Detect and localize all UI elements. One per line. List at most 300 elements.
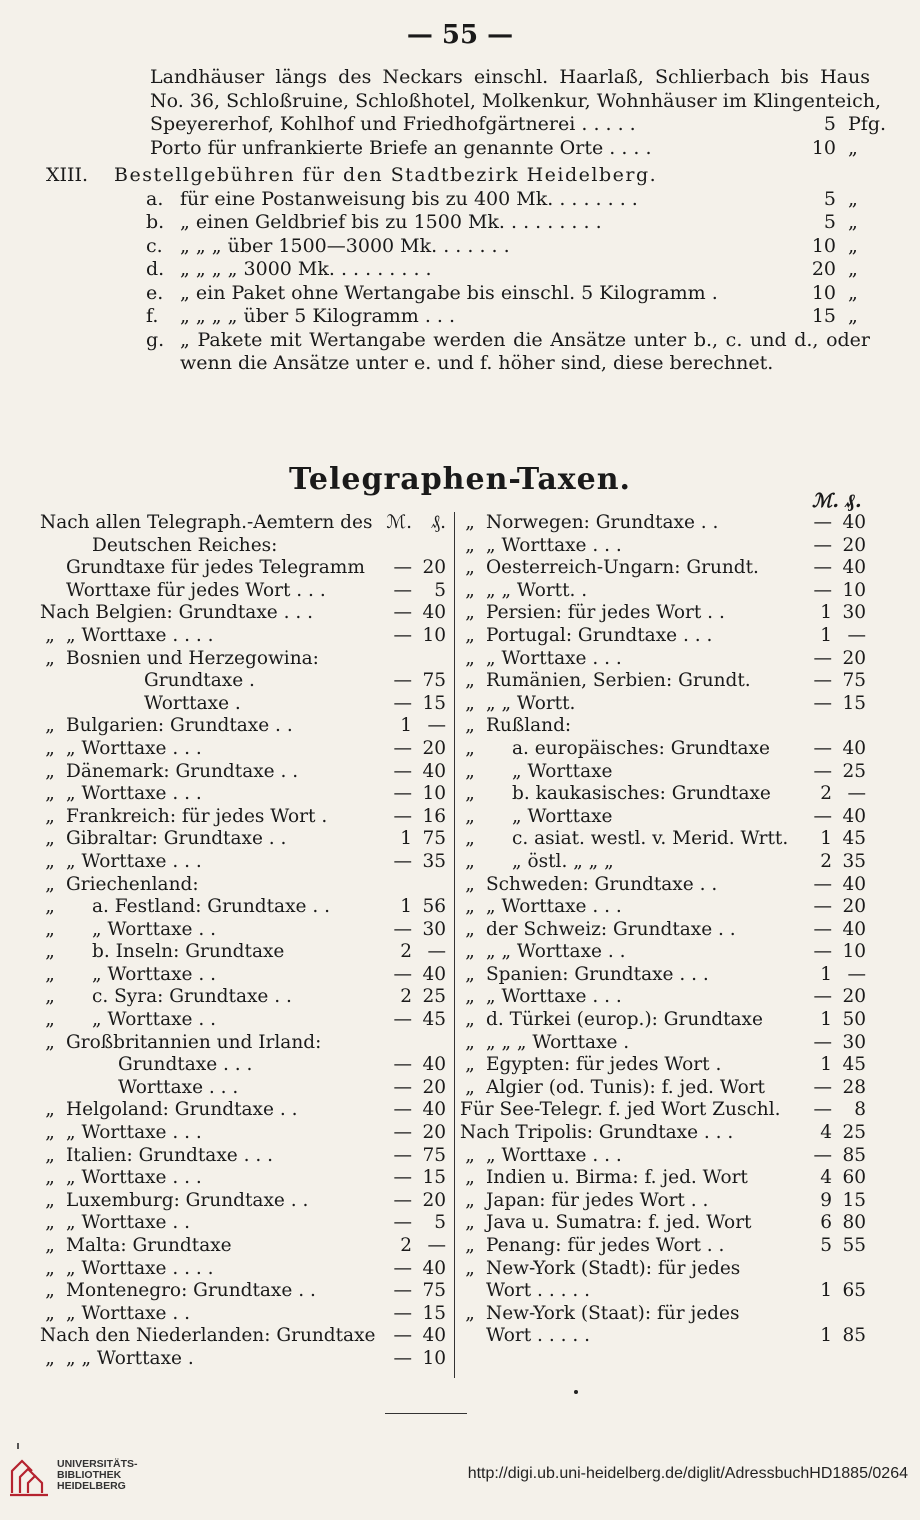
source-url[interactable]: http://digi.ub.uni-heidelberg.de/diglit/AdressbuchHD1885/0264 [467, 1465, 908, 1482]
tariff-row [460, 851, 870, 874]
tariff-row [460, 1235, 870, 1258]
tariff-text: „ Worttaxe [512, 760, 613, 782]
tariff-mark: — [813, 512, 832, 533]
tariff-text: b. kaukasisches: Grundtaxe [512, 783, 771, 805]
tariff-mark: — [393, 670, 412, 692]
tariff-pfennig: 45 [842, 1054, 866, 1076]
tariff-pfennig: 30 [842, 602, 866, 624]
tariff-row [40, 851, 450, 874]
tariff-text: Montenegro: Grundtaxe . . [66, 1280, 316, 1302]
tariff-mark: 1 [820, 624, 832, 646]
tariff-row [460, 738, 870, 761]
tariff-pfennig: 10 [842, 579, 866, 601]
tariff-mark: 1 [820, 1280, 832, 1302]
ditto-mark: „ [465, 1167, 475, 1189]
tariff-row [460, 1190, 870, 1213]
ditto-mark: „ [465, 1302, 475, 1324]
tariff-row [40, 783, 450, 806]
ditto-mark: „ [45, 760, 55, 782]
fee-item-key: c. [146, 234, 163, 257]
tariff-row [460, 670, 870, 693]
tariff-text: Nach allen Telegraph.-Aemtern des [40, 512, 373, 533]
tariff-row [460, 1258, 870, 1281]
tariff-mark: — [813, 692, 832, 714]
tariff-text: Bulgarien: Grundtaxe . . [66, 715, 293, 737]
tariff-row [460, 1325, 870, 1348]
tariff-pfennig: 25 [422, 986, 446, 1008]
tariff-pfennig: — [847, 624, 866, 646]
tariff-text: Wort . . . . . [486, 1325, 590, 1347]
tariff-mark: — [813, 737, 832, 759]
tariff-row [40, 602, 450, 625]
tariff-mark: — [813, 1031, 832, 1053]
tariff-text: „ Worttaxe . . . . [66, 624, 214, 646]
tariff-text: Spanien: Grundtaxe . . . [486, 963, 709, 985]
tariff-text: Malta: Grundtaxe [66, 1235, 232, 1256]
postal-line-text: Landhäuser längs des Neckars einschl. Haarlaß, Schlierbach bis Haus [150, 66, 870, 88]
ditto-mark: „ [45, 783, 55, 805]
tariff-row [40, 896, 450, 919]
ditto-mark: „ [45, 941, 55, 963]
ditto-mark: „ [45, 828, 55, 850]
ditto-mark: „ [465, 1076, 475, 1098]
fee-item-key: e. [146, 281, 164, 304]
tariff-text: Frankreich: für jedes Wort . [66, 805, 328, 827]
tariff-text: Rumänien, Serbien: Grundt. [486, 670, 751, 692]
tariff-text: Nach Tripolis: Grundtaxe . . . [460, 1122, 734, 1144]
ditto-mark: „ [45, 624, 55, 646]
ditto-mark: „ [45, 986, 55, 1008]
tariff-pfennig: 60 [842, 1167, 866, 1189]
tariff-pfennig: — [847, 783, 866, 805]
postal-line [40, 113, 887, 137]
tariff-mark: — [393, 1189, 412, 1211]
tariff-text: Nach den Niederlanden: Grundtaxe [40, 1325, 376, 1347]
end-rule [385, 1413, 467, 1414]
tariff-mark: — [393, 557, 412, 579]
fee-item-price: 5 [823, 187, 836, 210]
tariff-pfennig: 55 [842, 1235, 866, 1256]
tariff-pfennig: 30 [422, 918, 446, 940]
tariff-text: Persien: für jedes Wort . . [486, 602, 725, 624]
tariff-text: „ Worttaxe [512, 805, 613, 827]
tariff-mark: 4 [820, 1122, 832, 1144]
ditto-mark: „ [465, 850, 475, 872]
tariff-text: Gibraltar: Grundtaxe . . [66, 828, 287, 850]
tariff-row [40, 693, 450, 716]
tariff-row [40, 512, 450, 535]
tariff-row [40, 1348, 450, 1371]
tariff-text: „ Worttaxe . . . [486, 1144, 622, 1166]
tariff-row [40, 761, 450, 784]
fee-item [40, 329, 870, 353]
ditto-mark: „ [465, 737, 475, 759]
ditto-mark: „ [465, 918, 475, 940]
tariff-text: „ Worttaxe . . [92, 918, 217, 940]
tariff-pfennig: — [847, 963, 866, 985]
ditto-mark: „ [465, 534, 475, 556]
tariff-pfennig: 20 [422, 1189, 446, 1211]
tariff-text: „ Worttaxe . . . [66, 1167, 202, 1189]
tariff-mark: — [813, 579, 832, 601]
tariff-text: Japan: für jedes Wort . . [486, 1189, 709, 1211]
ditto-mark: „ [45, 1280, 55, 1302]
fee-item [40, 282, 870, 306]
ditto-mark: „ [465, 715, 475, 737]
tariff-row [40, 874, 450, 897]
tariff-pfennig: 10 [422, 1347, 446, 1369]
ditto-mark: „ [45, 873, 55, 895]
postal-line [40, 89, 882, 114]
page-number: — 55 — [406, 20, 514, 50]
ditto-mark: „ [465, 805, 475, 827]
tariff-row [460, 964, 870, 987]
tariff-mark: — [393, 1076, 412, 1098]
tariff-pfennig: 45 [422, 1009, 446, 1031]
tariff-pfennig: 80 [842, 1212, 866, 1234]
top-section [40, 66, 887, 376]
tariff-pfennig: 25 [842, 760, 866, 782]
tariff-row [40, 941, 450, 964]
ditto-mark: „ [465, 1189, 475, 1211]
ditto-mark: „ [45, 850, 55, 872]
tariff-row [40, 986, 450, 1009]
tariff-row [40, 919, 450, 942]
tariff-text: „ „ Wortt. . [486, 579, 588, 601]
tariff-text: Rußland: [486, 715, 572, 737]
tariff-text: New-York (Stadt): für jedes [486, 1257, 741, 1279]
tariff-mark: — [393, 1167, 412, 1189]
ditto-mark: „ [45, 1144, 55, 1166]
tariff-pfennig: 5 [434, 1212, 446, 1234]
tariff-text: „ „ Wortt. [486, 692, 576, 714]
fee-item-text: „ „ „ „ 3000 Mk. . . . . . . . . [180, 258, 432, 280]
section-heading: Bestellgebühren für den Stadtbezirk Heidelberg. [114, 164, 658, 186]
ditto-mark: „ [45, 1122, 55, 1144]
postal-line-price: 10 [811, 136, 836, 159]
tariff-pfennig: 50 [842, 1009, 866, 1031]
tariff-row [40, 1145, 450, 1168]
tariff-mark: — [393, 1212, 412, 1234]
tariff-row [40, 557, 450, 580]
tariff-row [460, 806, 870, 829]
tariff-pfennig: 40 [422, 1099, 446, 1121]
tariff-pfennig: — [427, 941, 446, 963]
ditto-mark: „ [465, 1031, 475, 1053]
ditto-mark: „ [45, 1212, 55, 1234]
tariff-mark: — [813, 557, 832, 579]
tariff-mark: 1 [820, 1054, 832, 1076]
tariff-pfennig: 20 [842, 647, 866, 669]
ditto-mark: „ [45, 896, 55, 918]
postal-line-price: 5 [823, 113, 836, 135]
tariff-mark: — [813, 760, 832, 782]
fee-item-unit: „ [848, 258, 858, 280]
tariff-pfennig: 28 [842, 1076, 866, 1098]
tariff-text: „ Worttaxe . . . [486, 647, 622, 669]
tariff-row [460, 693, 870, 716]
tariff-text: „ Worttaxe . . . [486, 896, 622, 918]
fee-item-unit: „ [848, 211, 858, 233]
ditto-mark: „ [465, 760, 475, 782]
tariff-row [460, 828, 870, 851]
ditto-mark: „ [465, 1144, 475, 1166]
tariff-row [460, 648, 870, 671]
tariff-pfennig: ₰. [430, 512, 446, 533]
tariff-mark: 1 [820, 1009, 832, 1031]
ditto-mark: „ [465, 896, 475, 918]
fee-item [40, 211, 870, 235]
tariff-row [460, 580, 870, 603]
tariff-pfennig: 15 [422, 1167, 446, 1189]
tariff-text: New-York (Staat): für jedes [486, 1302, 740, 1324]
tariff-text: „ Worttaxe . . [66, 1212, 191, 1234]
tariff-pfennig: 85 [842, 1325, 866, 1347]
tariff-mark: — [393, 1009, 412, 1031]
tariff-text: a. europäisches: Grundtaxe [512, 737, 770, 759]
tariff-pfennig: 40 [842, 512, 866, 533]
tariff-text: c. Syra: Grundtaxe . . [92, 986, 292, 1008]
tariff-row [460, 986, 870, 1009]
tariff-text: d. Türkei (europ.): Grundtaxe [486, 1009, 763, 1031]
fee-item-unit: „ [848, 281, 858, 304]
postal-line [40, 66, 870, 90]
ditto-mark: „ [45, 647, 55, 669]
tariff-text: Oesterreich-Ungarn: Grundt. [486, 557, 759, 579]
tariff-text: „ Worttaxe . . . [66, 737, 202, 759]
fee-item-key: d. [146, 258, 165, 280]
tariff-mark: — [393, 918, 412, 940]
tariff-pfennig: 20 [842, 986, 866, 1008]
end-dot [574, 1390, 578, 1394]
tariff-text: Luxemburg: Grundtaxe . . [66, 1189, 309, 1211]
tariff-pfennig: 25 [842, 1122, 866, 1144]
ditto-mark: „ [45, 963, 55, 985]
tariff-pfennig: 35 [422, 850, 446, 872]
tariff-mark: — [813, 647, 832, 669]
tariff-mark: — [393, 737, 412, 759]
tariff-text: Deutschen Reiches: [92, 534, 278, 556]
fee-item [40, 235, 870, 259]
fee-item-key: b. [146, 211, 165, 233]
tariff-text: „ Worttaxe . . . . [66, 1257, 214, 1279]
ditto-mark: „ [465, 1257, 475, 1279]
ditto-mark: „ [465, 1235, 475, 1256]
section-xiii-items [40, 188, 870, 353]
tariff-text: Worttaxe . . . [118, 1076, 239, 1098]
tariff-pfennig: 56 [422, 896, 446, 918]
tariff-pfennig: 20 [842, 534, 866, 556]
tariff-row [40, 648, 450, 671]
tariff-row [460, 783, 870, 806]
fee-item [40, 188, 870, 212]
tariff-text: Grundtaxe . . . [118, 1054, 253, 1076]
postal-line-unit: Pfg. [848, 113, 887, 135]
fee-item-unit: „ [848, 234, 858, 257]
tariff-pfennig: 40 [422, 1054, 446, 1076]
ditto-mark: „ [45, 1257, 55, 1279]
tariff-text: „ Worttaxe . . . [66, 1122, 202, 1144]
tariff-row [40, 580, 450, 603]
tariff-pfennig: 5 [434, 579, 446, 601]
tariff-mark: 2 [820, 783, 832, 805]
tariff-pfennig: 15 [842, 1189, 866, 1211]
fee-item-key: a. [146, 187, 164, 210]
tariff-mark: 2 [400, 941, 412, 963]
tariff-row [40, 1258, 450, 1281]
tariff-mark: — [813, 918, 832, 940]
tariff-pfennig: 40 [422, 963, 446, 985]
ditto-mark: „ [465, 986, 475, 1008]
tariff-pfennig: 10 [842, 941, 866, 963]
tariff-row [460, 896, 870, 919]
tariff-mark: 2 [400, 1235, 412, 1256]
tariff-text: Dänemark: Grundtaxe . . [66, 760, 299, 782]
fee-item-key: g. [146, 328, 165, 351]
tariff-row [40, 1303, 450, 1326]
tariff-row [40, 1325, 450, 1348]
tariff-row [460, 941, 870, 964]
tariff-text: a. Festland: Grundtaxe . . [92, 896, 330, 918]
tariff-row [460, 1077, 870, 1100]
fee-item [40, 305, 870, 329]
tariff-pfennig: 15 [422, 1302, 446, 1324]
tariff-pfennig: 75 [422, 670, 446, 692]
tariff-row [40, 715, 450, 738]
tariff-row [40, 1032, 450, 1055]
tariff-text: der Schweiz: Grundtaxe . . [486, 918, 736, 940]
ditto-mark: „ [465, 557, 475, 579]
ditto-mark: „ [465, 647, 475, 669]
tariff-row [40, 964, 450, 987]
tariff-mark: — [393, 579, 412, 601]
tariff-text: Italien: Grundtaxe . . . [66, 1144, 274, 1166]
tariff-row [460, 1032, 870, 1055]
tariff-mark: 1 [820, 828, 832, 850]
margin-mark [17, 1443, 19, 1449]
tariff-row [460, 1303, 870, 1326]
fee-item-unit: „ [848, 187, 858, 210]
fee-item-price: 5 [823, 211, 836, 233]
tariff-pfennig: 75 [422, 1280, 446, 1302]
tariff-row [40, 1077, 450, 1100]
ditto-mark: „ [45, 1347, 55, 1369]
tariff-text: „ Worttaxe . . . [486, 986, 622, 1008]
tariff-text: Grundtaxe . [144, 670, 255, 692]
tariff-row [40, 1009, 450, 1032]
tariff-mark: — [813, 534, 832, 556]
ditto-mark: „ [465, 624, 475, 646]
ditto-mark: „ [465, 670, 475, 692]
section-xiii-heading [40, 164, 870, 188]
tariff-text: Griechenland: [66, 873, 199, 895]
ditto-mark: „ [465, 602, 475, 624]
tariff-row [460, 602, 870, 625]
tariff-pfennig: 10 [422, 624, 446, 646]
tariff-text: Penang: für jedes Wort . . [486, 1235, 725, 1256]
ditto-mark: „ [45, 918, 55, 940]
tariff-pfennig: — [427, 715, 446, 737]
tariff-mark: — [813, 941, 832, 963]
tariff-text: Worttaxe für jedes Wort . . . [66, 579, 326, 601]
tariff-mark: — [813, 1076, 832, 1098]
tariff-row [460, 715, 870, 738]
tariff-mark: 4 [820, 1167, 832, 1189]
tariff-text: Java u. Sumatra: f. jed. Wort [486, 1212, 752, 1234]
tariff-mark: — [393, 963, 412, 985]
tariff-pfennig: 40 [842, 805, 866, 827]
tariff-mark: — [813, 805, 832, 827]
fee-item [40, 258, 870, 282]
tariff-mark: — [393, 1122, 412, 1144]
tariff-mark: — [813, 873, 832, 895]
tariff-row [460, 535, 870, 558]
tariff-row [460, 1099, 870, 1122]
tariff-pfennig: 30 [842, 1031, 866, 1053]
tariff-mark: — [813, 986, 832, 1008]
tariff-pfennig: — [427, 1235, 446, 1256]
tariff-text: „ Worttaxe . . . [66, 783, 202, 805]
tariff-pfennig: 40 [422, 1325, 446, 1347]
ditto-mark: „ [465, 941, 475, 963]
tariff-text: „ Worttaxe . . . [486, 534, 622, 556]
tariff-pfennig: 16 [422, 805, 446, 827]
tariff-mark: 6 [820, 1212, 832, 1234]
tariff-row [40, 1167, 450, 1190]
tariff-pfennig: 85 [842, 1144, 866, 1166]
tariff-pfennig: 20 [422, 1122, 446, 1144]
fee-item-price: 20 [811, 258, 836, 280]
telegraph-title: Telegraphen-Taxen. [289, 462, 631, 497]
tariff-row [40, 535, 450, 558]
tariff-pfennig: 65 [842, 1280, 866, 1302]
fee-item-price: 10 [811, 234, 836, 257]
tariff-row [460, 874, 870, 897]
postal-line-text: Speyererhof, Kohlhof und Friedhofgärtnerei . . . . . [150, 113, 636, 135]
tariff-pfennig: 40 [422, 760, 446, 782]
tariff-pfennig: 40 [842, 557, 866, 579]
tariff-text: „ Worttaxe . . [92, 1009, 217, 1031]
tariff-text: Algier (od. Tunis): f. jed. Wort [486, 1076, 765, 1098]
library-name: UNIVERSITÄTS- BIBLIOTHEK HEIDELBERG [57, 1458, 138, 1492]
tariff-row [460, 557, 870, 580]
tariff-row [460, 512, 870, 535]
tariff-pfennig: 40 [422, 1257, 446, 1279]
tariff-text: „ östl. „ „ „ [512, 850, 614, 872]
tariff-pfennig: 35 [842, 850, 866, 872]
fee-item-text: für eine Postanweisung bis zu 400 Mk. . . . . . . . [180, 187, 638, 210]
tariff-text: Helgoland: Grundtaxe . . [66, 1099, 298, 1121]
tariff-text: Grundtaxe für jedes Telegramm [66, 557, 365, 579]
ditto-mark: „ [45, 1099, 55, 1121]
ditto-mark: „ [465, 579, 475, 601]
tariff-mark: 2 [400, 986, 412, 1008]
tariff-row [460, 1145, 870, 1168]
ditto-mark: „ [45, 1031, 55, 1053]
ditto-mark: „ [465, 1054, 475, 1076]
tariff-mark: 5 [820, 1235, 832, 1256]
tariff-row [40, 806, 450, 829]
tariff-mark: — [813, 670, 832, 692]
ditto-mark: „ [465, 692, 475, 714]
tariff-row [40, 1054, 450, 1077]
tariff-row [40, 738, 450, 761]
tariff-pfennig: 8 [854, 1099, 866, 1121]
tariff-pfennig: 40 [842, 918, 866, 940]
tariff-row [40, 1122, 450, 1145]
tariff-pfennig: 75 [422, 828, 446, 850]
tariff-text: „ Worttaxe . . [92, 963, 217, 985]
